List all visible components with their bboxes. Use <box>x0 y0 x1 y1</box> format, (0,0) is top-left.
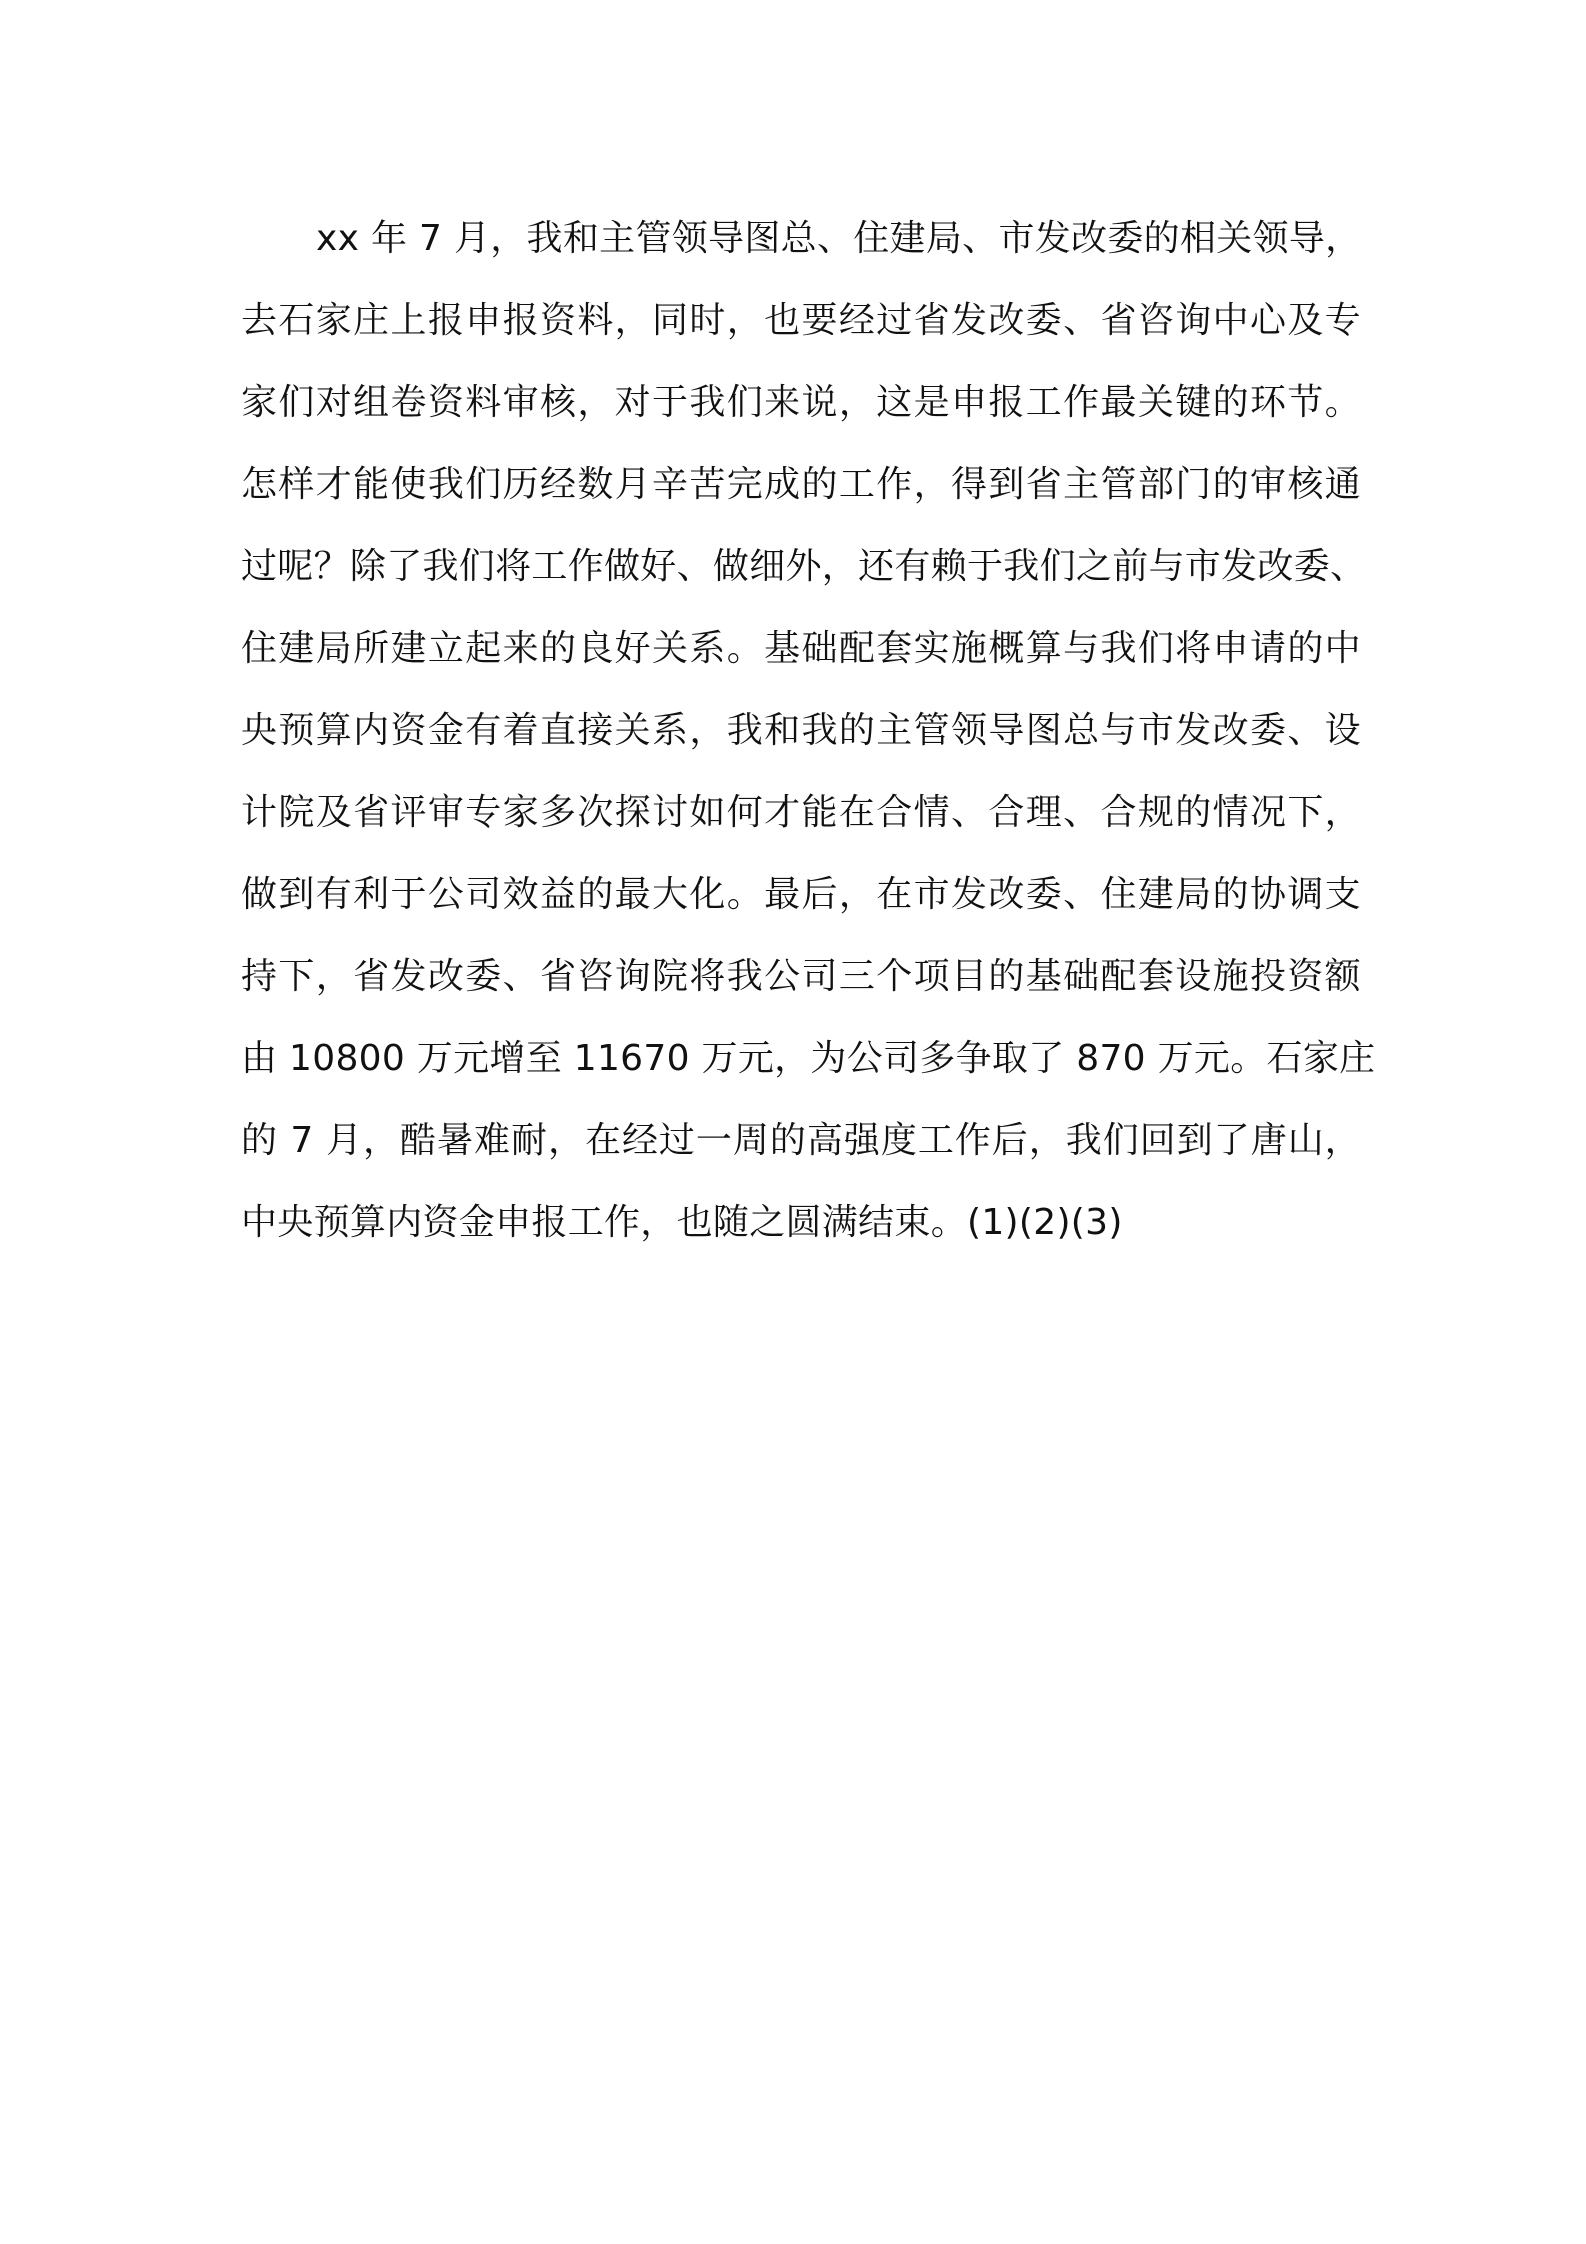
paragraph-line: 持下，省发改委、省咨询院将我公司三个项目的基础配套设施投资额 <box>241 956 1361 997</box>
paragraph-line: 中央预算内资金申报工作，也随之圆满结束。(1)(2)(3) <box>241 1202 1123 1243</box>
paragraph-line: 去石家庄上报申报资料，同时，也要经过省发改委、省咨询中心及专 <box>241 300 1361 341</box>
paragraph-line: 过呢？除了我们将工作做好、做细外，还有赖于我们之前与市发改委、 <box>241 546 1367 587</box>
paragraph-line: 住建局所建立起来的良好关系。基础配套实施概算与我们将申请的中 <box>241 628 1361 669</box>
paragraph-line: 央预算内资金有着直接关系，我和我的主管领导图总与市发改委、设 <box>241 710 1361 751</box>
paragraph-line: 计院及省评审专家多次探讨如何才能在合情、合理、合规的情况下， <box>241 792 1361 833</box>
paragraph-line: 由 10800 万元增至 11670 万元，为公司多争取了 870 万元。石家庄 <box>241 1038 1376 1079</box>
paragraph-line: 做到有利于公司效益的最大化。最后，在市发改委、住建局的协调支 <box>241 874 1361 915</box>
paragraph-line: 家们对组卷资料审核，对于我们来说，这是申报工作最关键的环节。 <box>241 382 1361 423</box>
paragraph-line: 的 7 月，酷暑难耐，在经过一周的高强度工作后，我们回到了唐山， <box>241 1120 1361 1161</box>
paragraph-line: 怎样才能使我们历经数月辛苦完成的工作，得到省主管部门的审核通 <box>241 464 1361 505</box>
body-paragraph <box>241 198 1376 1264</box>
paragraph-line: xx 年 7 月，我和主管领导图总、住建局、市发改委的相关领导， <box>316 218 1362 259</box>
